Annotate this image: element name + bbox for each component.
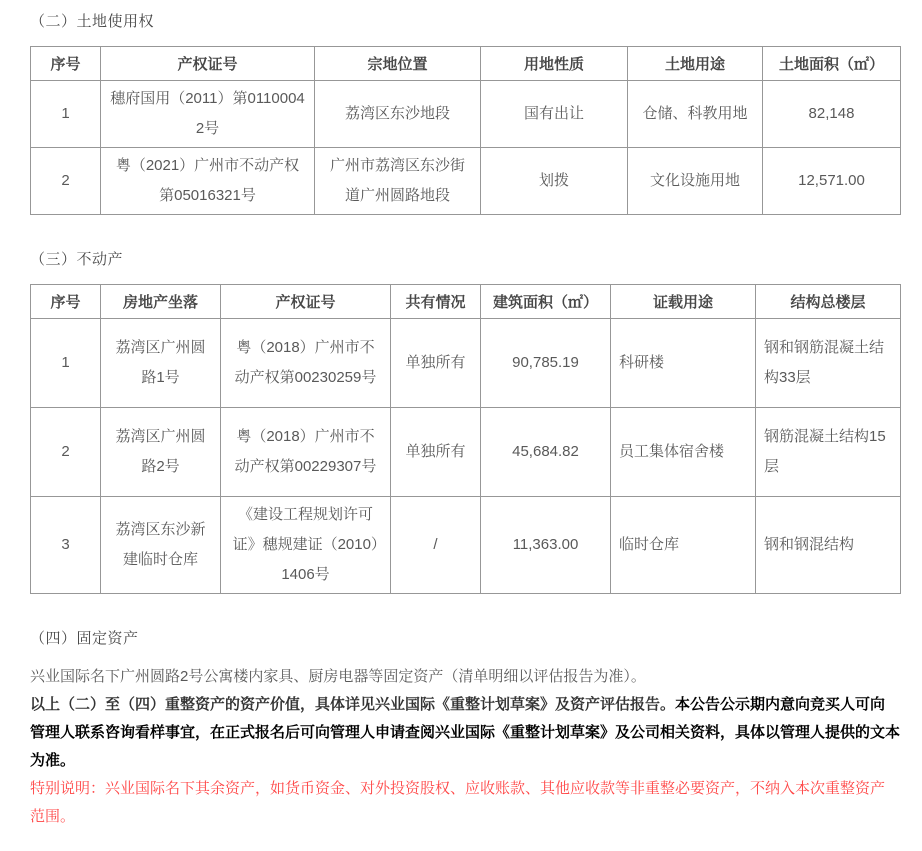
section-heading-fixed-assets: （四）固定资产 xyxy=(30,630,139,647)
table-row xyxy=(31,148,901,215)
section-heading-land-use-rights: （二）土地使用权 xyxy=(30,13,155,30)
fixed-assets-note: 兴业国际名下广州圆路2号公寓楼内家具、厨房电器等固定资产（清单明细以评估报告为准）。 xyxy=(30,668,646,685)
asset-value-summary-paragraph xyxy=(30,691,900,775)
table-row xyxy=(31,497,901,594)
section-heading-real-estate: （三）不动产 xyxy=(30,251,124,268)
cell-building-area: 90,785.19 xyxy=(481,319,611,408)
cell-property-location: 荔湾区东沙新建临时仓库 xyxy=(101,497,221,594)
cell-seq: 2 xyxy=(31,408,101,497)
cell-parcel-location: 荔湾区东沙地段 xyxy=(315,81,481,148)
cell-land-area: 82,148 xyxy=(763,81,901,148)
cell-land-purpose: 仓储、科教用地 xyxy=(628,81,763,148)
cell-property-location: 荔湾区广州圆路1号 xyxy=(101,319,221,408)
cell-land-purpose: 文化设施用地 xyxy=(628,148,763,215)
column-header-registered-use: 证载用途 xyxy=(611,285,756,319)
special-note-label: 特别说明： xyxy=(30,780,106,797)
land-table-header-row xyxy=(31,47,901,81)
cell-cert-no: 粤（2018）广州市不动产权第00229307号 xyxy=(221,408,391,497)
cell-registered-use: 员工集体宿舍楼 xyxy=(611,408,756,497)
land-use-rights-table xyxy=(30,46,901,215)
column-header-property-location: 房地产坐落 xyxy=(101,285,221,319)
column-header-seq: 序号 xyxy=(31,47,101,81)
cell-land-nature: 划拨 xyxy=(481,148,628,215)
cell-structure-floors: 钢和钢混结构 xyxy=(756,497,901,594)
column-header-structure-floors: 结构总楼层 xyxy=(756,285,901,319)
cell-parcel-location: 广州市荔湾区东沙街道广州圆路地段 xyxy=(315,148,481,215)
column-header-parcel-location: 宗地位置 xyxy=(315,47,481,81)
column-header-cert-no: 产权证号 xyxy=(221,285,391,319)
cell-cert-no: 粤（2021）广州市不动产权第05016321号 xyxy=(101,148,315,215)
cell-seq: 1 xyxy=(31,319,101,408)
cell-ownership: 单独所有 xyxy=(391,408,481,497)
cell-ownership: / xyxy=(391,497,481,594)
cell-building-area: 11,363.00 xyxy=(481,497,611,594)
cell-cert-no: 粤（2018）广州市不动产权第00230259号 xyxy=(221,319,391,408)
column-header-building-area: 建筑面积（㎡） xyxy=(481,285,611,319)
summary-lead-text: 以上（二）至（四）重整资产的资产价值，具体详见兴业国际《重整计划草案》及资产评估报告。 xyxy=(30,696,676,713)
column-header-land-nature: 用地性质 xyxy=(481,47,628,81)
cell-land-area: 12,571.00 xyxy=(763,148,901,215)
column-header-cert-no: 产权证号 xyxy=(101,47,315,81)
cell-registered-use: 临时仓库 xyxy=(611,497,756,594)
column-header-seq: 序号 xyxy=(31,285,101,319)
table-row xyxy=(31,408,901,497)
cell-structure-floors: 钢和钢筋混凝土结构33层 xyxy=(756,319,901,408)
cell-ownership: 单独所有 xyxy=(391,319,481,408)
special-note-body: 兴业国际名下其余资产，如货币资金、对外投资股权、应收账款、其他应收款等非重整必要资产，不纳入本次重整资产范围。 xyxy=(30,780,886,825)
cell-land-nature: 国有出让 xyxy=(481,81,628,148)
realty-table-header-row xyxy=(31,285,901,319)
summary-emphasis-text: 本公告公示期内意向竞买人可向管理人联系咨询看样事宜，在正式报名后可向管理人申请查阅兴业国际《重整计划草案》及公司相关资料，具体以管理人提供的文本为准。 xyxy=(30,696,901,769)
cell-building-area: 45,684.82 xyxy=(481,408,611,497)
real-estate-table xyxy=(30,284,901,594)
cell-seq: 2 xyxy=(31,148,101,215)
cell-cert-no: 《建设工程规划许可证》穗规建证（2010）1406号 xyxy=(221,497,391,594)
cell-structure-floors: 钢筋混凝土结构15层 xyxy=(756,408,901,497)
column-header-land-area: 土地面积（㎡） xyxy=(763,47,901,81)
cell-registered-use: 科研楼 xyxy=(611,319,756,408)
column-header-ownership: 共有情况 xyxy=(391,285,481,319)
table-row xyxy=(31,81,901,148)
cell-seq: 1 xyxy=(31,81,101,148)
special-note-paragraph xyxy=(30,775,900,831)
cell-property-location: 荔湾区广州圆路2号 xyxy=(101,408,221,497)
table-row xyxy=(31,319,901,408)
column-header-land-purpose: 土地用途 xyxy=(628,47,763,81)
cell-cert-no: 穗府国用（2011）第01100042号 xyxy=(101,81,315,148)
cell-seq: 3 xyxy=(31,497,101,594)
